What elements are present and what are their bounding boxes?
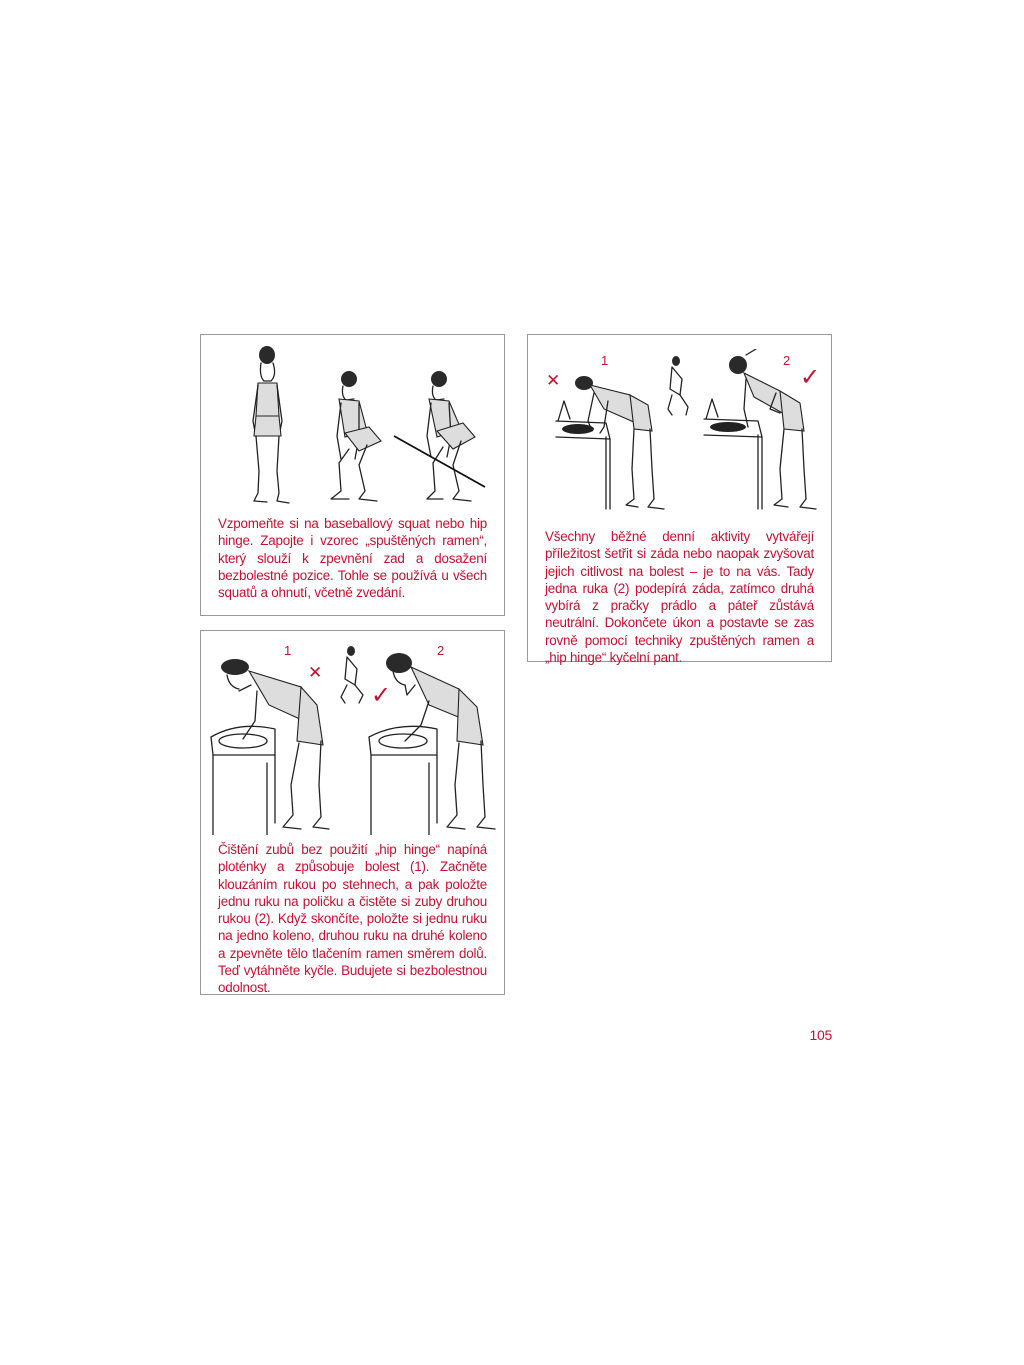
wrong-mark-icon: ✕ (546, 371, 561, 390)
sink-2 (369, 726, 437, 835)
squat-panel (200, 334, 505, 616)
teeth-illustration (209, 645, 499, 835)
squat-figure (331, 371, 381, 501)
wrong-bending-figure (575, 376, 664, 509)
washing-machine-2 (704, 399, 762, 509)
washing-machine-1 (556, 401, 610, 509)
laundry-panel (527, 334, 832, 666)
teeth-panel (200, 630, 505, 995)
small-squat-figure (668, 356, 688, 415)
step-1-label: 1 (284, 643, 292, 658)
correct-mark-icon: ✓ (800, 364, 821, 391)
hip-hinge-figure (394, 371, 485, 501)
squat-illustration (209, 341, 497, 511)
laundry-illustration (548, 349, 821, 519)
standing-figure (253, 346, 289, 503)
teeth-caption: Čištění zubů bez použití „hip hinge“ napíná ploténky a způsobuje bolest (1). Začněte klouzáním rukou po stehnech, a pak položte jednu ruku na poličku a čistěte si zuby druhou rukou (2). Když skončíte, položte si jednu ruku na jedno koleno, druhou ruku na druhé koleno a zpevněte tělo tlačením ramen směrem dolů. Teď vytáhněte kyčle. Budujete si bezbolestnou odolnost. (218, 842, 487, 996)
correct-mark-icon: ✓ (371, 682, 392, 709)
squat-caption: Vzpomeňte si na baseballový squat nebo hip hinge. Zapojte i vzorec „spuštěných ramen“, který slouží k zpevnění zad a dosažení bezbolestné pozice. Tohle se používá u všech squatů a ohnutí, včetně zvedání. (218, 516, 487, 601)
sink-1 (211, 726, 275, 835)
step-1-label: 1 (601, 353, 609, 368)
correct-brushing-figure (386, 653, 495, 829)
wrong-mark-icon: ✕ (308, 663, 323, 682)
step-2-label: 2 (783, 353, 791, 368)
laundry-caption: Všechny běžné denní aktivity vytvářejí příležitost šetřit si záda nebo naopak zvyšovat jejich citlivost na bolest – je to na vás. Tady jedna ruka (2) podepírá záda, zatímco druhá vybírá z pračky prádlo a páteř zůstává neutrální. Dokončete úkon a postavte se zas rovně pomocí techniky zpuštěných ramen a „hip hinge“ kyčelní pant. (545, 529, 814, 666)
small-squat-figure (341, 646, 363, 703)
step-2-label: 2 (437, 643, 445, 658)
page-number: 105 (809, 1027, 832, 1043)
